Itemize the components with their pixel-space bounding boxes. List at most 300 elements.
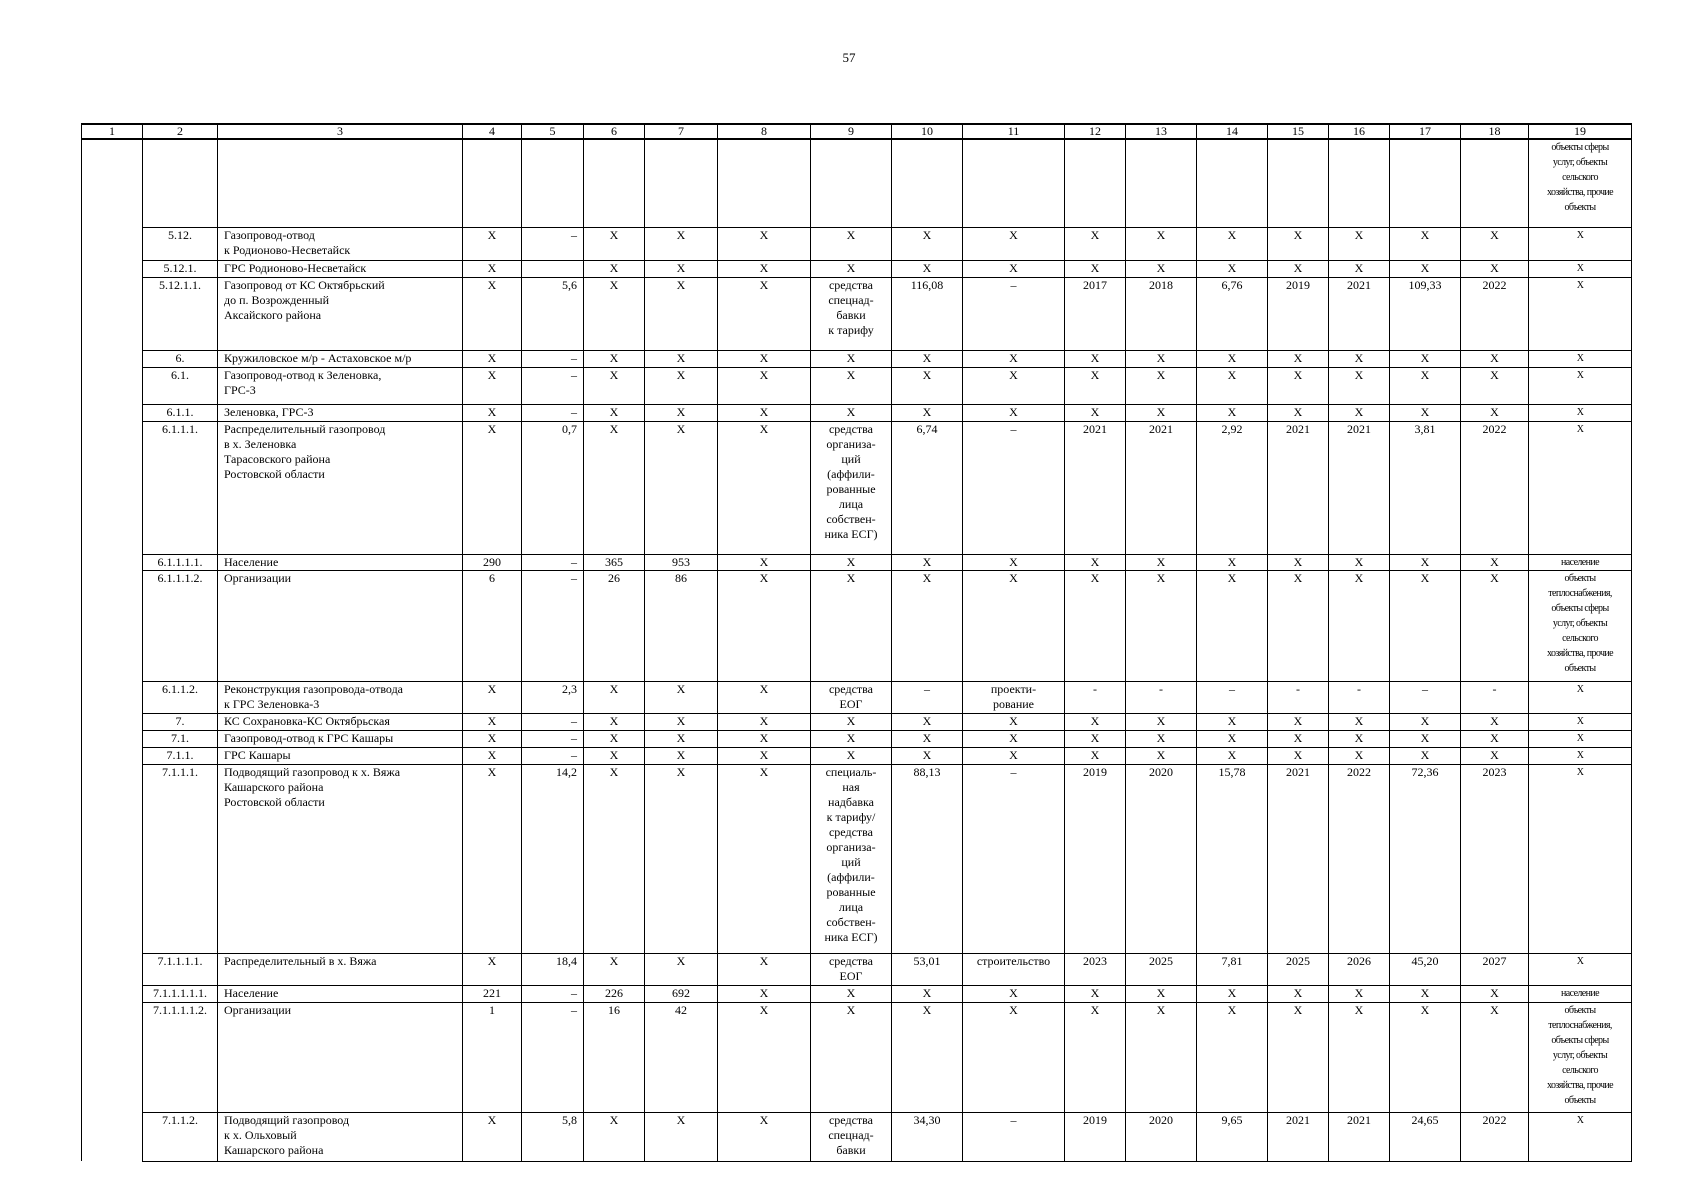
- table-cell: X: [1197, 570, 1268, 681]
- table-cell: X: [645, 953, 718, 985]
- table-cell: X: [584, 764, 645, 953]
- table-cell: X: [1065, 747, 1126, 764]
- table-cell: X: [584, 681, 645, 713]
- table-cell: –: [963, 764, 1065, 953]
- row-code: 7.1.: [143, 730, 218, 747]
- table-cell: –: [522, 554, 584, 570]
- table-cell: X: [463, 730, 522, 747]
- table-cell: 2020: [1126, 1112, 1197, 1161]
- object-name: КС Сохрановка-КС Октябрьская: [218, 713, 463, 730]
- table-cell: X: [718, 554, 811, 570]
- table-cell: -: [1461, 681, 1529, 713]
- table-cell: X: [463, 404, 522, 421]
- table-cell: X: [1461, 350, 1529, 367]
- object-name: Реконструкция газопровода-отвода к ГРС Зеленовка-3: [218, 681, 463, 713]
- table-cell: X: [963, 713, 1065, 730]
- object-name: Организации: [218, 1002, 463, 1112]
- table-cell: X: [892, 367, 963, 404]
- table-cell: X: [1126, 367, 1197, 404]
- table-cell: X: [1197, 367, 1268, 404]
- table-cell: X: [1268, 227, 1329, 260]
- table-cell: X: [892, 260, 963, 277]
- table-cell: X: [963, 1002, 1065, 1112]
- table-cell: X: [1065, 730, 1126, 747]
- table-cell: X: [645, 1112, 718, 1161]
- column-number: 2: [143, 124, 218, 139]
- table-cell: [892, 139, 963, 227]
- table-cell: -: [1268, 681, 1329, 713]
- table-cell: X: [584, 730, 645, 747]
- table-cell: X: [1390, 404, 1461, 421]
- table-cell: X: [463, 764, 522, 953]
- row-code: 7.1.1.2.: [143, 1112, 218, 1161]
- table-cell: X: [584, 350, 645, 367]
- table-cell: X: [963, 227, 1065, 260]
- column-number: 13: [1126, 124, 1197, 139]
- table-cell: 2025: [1268, 953, 1329, 985]
- table-cell: X: [811, 367, 892, 404]
- table-cell: –: [522, 570, 584, 681]
- object-name: Газопровод-отвод к Родионово-Несветайск: [218, 227, 463, 260]
- row-code: 5.12.: [143, 227, 218, 260]
- table-cell: 226: [584, 985, 645, 1002]
- table-cell: X: [963, 404, 1065, 421]
- table-cell: X: [463, 747, 522, 764]
- row-code: 6.1.1.1.1.: [143, 554, 218, 570]
- table-cell: X: [463, 350, 522, 367]
- table-cell: X: [963, 367, 1065, 404]
- table-cell: X: [1390, 1002, 1461, 1112]
- table-cell: X: [718, 730, 811, 747]
- table-cell: средства спецнад- бавки к тарифу: [811, 277, 892, 350]
- table-cell: X: [1529, 350, 1632, 367]
- table-cell: 2021: [1268, 421, 1329, 554]
- table-cell: 14,2: [522, 764, 584, 953]
- row-code: 5.12.1.: [143, 260, 218, 277]
- table-cell: X: [1529, 681, 1632, 713]
- column-number-row: [82, 124, 1632, 139]
- gas-pipeline-table: [81, 123, 1632, 1162]
- table-row: [82, 681, 1632, 713]
- table-cell: X: [1461, 713, 1529, 730]
- table-cell: 2022: [1329, 764, 1390, 953]
- table-cell: 290: [463, 554, 522, 570]
- table-cell: X: [1268, 747, 1329, 764]
- column-number: 6: [584, 124, 645, 139]
- row-code: 6.1.1.2.: [143, 681, 218, 713]
- table-cell: X: [1529, 1112, 1632, 1161]
- table-cell: X: [645, 404, 718, 421]
- column-number: 7: [645, 124, 718, 139]
- object-name: ГРС Родионово-Несветайск: [218, 260, 463, 277]
- row-code: 7.1.1.1.1.2.: [143, 1002, 218, 1112]
- table-cell: X: [1065, 260, 1126, 277]
- table-cell: X: [1197, 227, 1268, 260]
- table-cell: X: [1197, 747, 1268, 764]
- table-cell: X: [463, 1112, 522, 1161]
- table-cell: –: [963, 1112, 1065, 1161]
- table-cell: 2018: [1126, 277, 1197, 350]
- table-cell: X: [718, 713, 811, 730]
- table-cell: X: [718, 953, 811, 985]
- table-row: [82, 1112, 1632, 1161]
- table-cell: X: [811, 985, 892, 1002]
- table-row: [82, 747, 1632, 764]
- table-cell: [522, 139, 584, 227]
- table-cell: X: [1329, 713, 1390, 730]
- column-number: 19: [1529, 124, 1632, 139]
- table-cell: 6,76: [1197, 277, 1268, 350]
- table-cell: X: [645, 350, 718, 367]
- table-cell: X: [811, 350, 892, 367]
- row-code: 6.1.1.1.2.: [143, 570, 218, 681]
- table-cell: X: [584, 421, 645, 554]
- table-cell: X: [1329, 260, 1390, 277]
- table-cell: X: [1065, 554, 1126, 570]
- table-cell: [1268, 139, 1329, 227]
- table-cell: X: [1461, 570, 1529, 681]
- table-cell: –: [522, 730, 584, 747]
- row-code: 7.: [143, 713, 218, 730]
- table-row: [82, 350, 1632, 367]
- table-cell: X: [1126, 404, 1197, 421]
- column-number: 5: [522, 124, 584, 139]
- table-cell: X: [1390, 554, 1461, 570]
- table-cell: X: [1126, 747, 1197, 764]
- table-cell: 15,78: [1197, 764, 1268, 953]
- table-cell: X: [1529, 953, 1632, 985]
- object-name: Зеленовка, ГРС-3: [218, 404, 463, 421]
- table-cell: X: [1461, 747, 1529, 764]
- object-name: Кружиловское м/р - Астаховское м/р: [218, 350, 463, 367]
- object-name: Подводящий газопровод к х. Вяжа Кашарского района Ростовской области: [218, 764, 463, 953]
- row-code: 7.1.1.1.1.1.: [143, 985, 218, 1002]
- column-number: 3: [218, 124, 463, 139]
- table-cell: X: [463, 953, 522, 985]
- table-cell: X: [718, 747, 811, 764]
- table-row: [82, 260, 1632, 277]
- table-cell: 88,13: [892, 764, 963, 953]
- table-cell: 2022: [1461, 421, 1529, 554]
- table-cell: X: [1065, 367, 1126, 404]
- column-number: 17: [1390, 124, 1461, 139]
- table-cell: X: [811, 713, 892, 730]
- table-cell: X: [645, 421, 718, 554]
- table-cell: 2021: [1329, 277, 1390, 350]
- table-cell: [718, 139, 811, 227]
- table-cell: X: [718, 421, 811, 554]
- column-number: 4: [463, 124, 522, 139]
- table-cell: –: [522, 985, 584, 1002]
- table-cell: X: [811, 227, 892, 260]
- table-cell: 116,08: [892, 277, 963, 350]
- table-cell: объекты сферы услуг, объекты сельского хозяйства, прочие объекты: [1529, 139, 1632, 227]
- table-cell: –: [522, 227, 584, 260]
- table-cell: X: [1390, 985, 1461, 1002]
- table-cell: X: [1329, 227, 1390, 260]
- page-number: 57: [842, 50, 856, 65]
- table-cell: X: [645, 764, 718, 953]
- table-cell: X: [1268, 350, 1329, 367]
- table-cell: X: [1268, 260, 1329, 277]
- table-cell: X: [1268, 730, 1329, 747]
- table-cell: X: [811, 747, 892, 764]
- table-cell: –: [522, 367, 584, 404]
- table-cell: X: [811, 260, 892, 277]
- table-cell: X: [463, 277, 522, 350]
- table-cell: X: [892, 1002, 963, 1112]
- table-cell: X: [718, 260, 811, 277]
- table-cell: -: [1065, 681, 1126, 713]
- table-cell: строительство: [963, 953, 1065, 985]
- table-cell: X: [718, 985, 811, 1002]
- table-cell: X: [963, 985, 1065, 1002]
- table-cell: 2019: [1268, 277, 1329, 350]
- table-cell: [811, 139, 892, 227]
- table-cell: X: [1390, 713, 1461, 730]
- table-cell: X: [1529, 764, 1632, 953]
- table-cell: –: [1197, 681, 1268, 713]
- table-cell: X: [1126, 554, 1197, 570]
- table-cell: X: [1126, 570, 1197, 681]
- column-1-cell: [82, 139, 143, 1161]
- table-cell: 5,6: [522, 277, 584, 350]
- table-cell: X: [1390, 260, 1461, 277]
- table-cell: 2022: [1461, 1112, 1529, 1161]
- table-cell: X: [1390, 747, 1461, 764]
- table-cell: 221: [463, 985, 522, 1002]
- table-cell: X: [584, 260, 645, 277]
- table-cell: –: [522, 1002, 584, 1112]
- table-cell: X: [1461, 227, 1529, 260]
- table-cell: X: [1329, 1002, 1390, 1112]
- table-cell: X: [1268, 570, 1329, 681]
- column-number: 10: [892, 124, 963, 139]
- table-cell: X: [1529, 277, 1632, 350]
- table-cell: 2021: [1126, 421, 1197, 554]
- table-cell: 86: [645, 570, 718, 681]
- table-cell: X: [811, 1002, 892, 1112]
- table-cell: X: [892, 404, 963, 421]
- table-cell: X: [1126, 713, 1197, 730]
- table-cell: X: [1390, 227, 1461, 260]
- table-cell: X: [584, 713, 645, 730]
- table-row: [82, 227, 1632, 260]
- table-cell: -: [1126, 681, 1197, 713]
- table-cell: X: [1390, 730, 1461, 747]
- table-cell: [463, 139, 522, 227]
- table-cell: X: [1126, 350, 1197, 367]
- table-cell: [645, 139, 718, 227]
- column-number: 1: [82, 124, 143, 139]
- table-cell: X: [1126, 730, 1197, 747]
- table-cell: –: [1390, 681, 1461, 713]
- column-number: 9: [811, 124, 892, 139]
- table-cell: [963, 139, 1065, 227]
- table-cell: население: [1529, 985, 1632, 1002]
- column-number: 12: [1065, 124, 1126, 139]
- table-cell: X: [1197, 350, 1268, 367]
- table-cell: X: [1461, 1002, 1529, 1112]
- table-cell: X: [963, 350, 1065, 367]
- table-row: [82, 139, 1632, 227]
- row-code: [143, 139, 218, 227]
- table-cell: X: [718, 404, 811, 421]
- table-cell: проекти- рование: [963, 681, 1065, 713]
- table-cell: X: [1390, 350, 1461, 367]
- table-cell: 2022: [1461, 277, 1529, 350]
- object-name: Подводящий газопровод к х. Ольховый Кашарского района: [218, 1112, 463, 1161]
- table-cell: X: [1329, 985, 1390, 1002]
- table-cell: X: [584, 404, 645, 421]
- table-cell: X: [645, 713, 718, 730]
- object-name: [218, 139, 463, 227]
- table-cell: 2021: [1065, 421, 1126, 554]
- table-cell: X: [892, 985, 963, 1002]
- table-cell: X: [718, 367, 811, 404]
- row-code: 6.1.1.: [143, 404, 218, 421]
- table-cell: X: [892, 730, 963, 747]
- table-cell: 6: [463, 570, 522, 681]
- table-cell: 3,81: [1390, 421, 1461, 554]
- table-cell: объекты теплоснабжения, объекты сферы услуг, объекты сельского хозяйства, прочие объекты: [1529, 1002, 1632, 1112]
- table-cell: X: [645, 367, 718, 404]
- table-cell: X: [1329, 404, 1390, 421]
- table-cell: X: [645, 260, 718, 277]
- table-cell: X: [1529, 421, 1632, 554]
- table-row: [82, 1002, 1632, 1112]
- table-cell: 53,01: [892, 953, 963, 985]
- table-cell: X: [1126, 260, 1197, 277]
- table-cell: X: [1268, 367, 1329, 404]
- table-cell: X: [1065, 985, 1126, 1002]
- column-number: 18: [1461, 124, 1529, 139]
- table-cell: 2019: [1065, 1112, 1126, 1161]
- table-cell: X: [811, 554, 892, 570]
- table-cell: X: [645, 227, 718, 260]
- table-cell: X: [584, 1112, 645, 1161]
- object-name: Газопровод от КС Октябрьский до п. Возрожденный Аксайского района: [218, 277, 463, 350]
- table-cell: 2017: [1065, 277, 1126, 350]
- table-cell: X: [1065, 350, 1126, 367]
- table-cell: 5,8: [522, 1112, 584, 1161]
- table-cell: 45,20: [1390, 953, 1461, 985]
- table-cell: X: [1126, 1002, 1197, 1112]
- table-cell: X: [963, 570, 1065, 681]
- table-cell: средства ЕОГ: [811, 953, 892, 985]
- table-cell: X: [1197, 404, 1268, 421]
- table-cell: X: [1065, 404, 1126, 421]
- table-cell: X: [1529, 260, 1632, 277]
- table-cell: X: [1461, 985, 1529, 1002]
- table-cell: специаль- ная надбавка к тарифу/ средства организа- ций (аффили- рованные лица собствен- ника ЕСГ): [811, 764, 892, 953]
- object-name: Распределительный в х. Вяжа: [218, 953, 463, 985]
- table-cell: X: [892, 747, 963, 764]
- table-cell: X: [1126, 227, 1197, 260]
- table-cell: X: [1268, 985, 1329, 1002]
- table-cell: X: [1529, 730, 1632, 747]
- table-cell: X: [718, 350, 811, 367]
- column-number: 8: [718, 124, 811, 139]
- table-cell: средства организа- ций (аффили- рованные лица собствен- ника ЕСГ): [811, 421, 892, 554]
- table-cell: X: [463, 713, 522, 730]
- table-cell: X: [1329, 554, 1390, 570]
- table-cell: X: [811, 730, 892, 747]
- table-cell: X: [463, 421, 522, 554]
- table-cell: 2026: [1329, 953, 1390, 985]
- table-cell: 2021: [1329, 1112, 1390, 1161]
- table-cell: 2025: [1126, 953, 1197, 985]
- table-cell: [1390, 139, 1461, 227]
- table-cell: X: [1268, 554, 1329, 570]
- table-cell: 34,30: [892, 1112, 963, 1161]
- table-cell: [1126, 139, 1197, 227]
- table-row: [82, 764, 1632, 953]
- table-cell: средства спецнад- бавки: [811, 1112, 892, 1161]
- table-cell: 953: [645, 554, 718, 570]
- table-cell: X: [1065, 227, 1126, 260]
- table-cell: X: [645, 730, 718, 747]
- table-cell: объекты теплоснабжения, объекты сферы услуг, объекты сельского хозяйства, прочие объекты: [1529, 570, 1632, 681]
- table-cell: 9,65: [1197, 1112, 1268, 1161]
- table-cell: 2023: [1461, 764, 1529, 953]
- table-cell: X: [1197, 713, 1268, 730]
- table-cell: [1329, 139, 1390, 227]
- table-cell: 109,33: [1390, 277, 1461, 350]
- table-cell: X: [718, 1002, 811, 1112]
- row-code: 6.: [143, 350, 218, 367]
- table-cell: X: [1065, 713, 1126, 730]
- table-cell: X: [963, 747, 1065, 764]
- table-cell: X: [1529, 367, 1632, 404]
- row-code: 6.1.: [143, 367, 218, 404]
- table-cell: 26: [584, 570, 645, 681]
- table-cell: X: [584, 747, 645, 764]
- table-cell: X: [463, 367, 522, 404]
- table-cell: 2027: [1461, 953, 1529, 985]
- table-cell: [584, 139, 645, 227]
- table-cell: X: [718, 277, 811, 350]
- table-cell: 72,36: [1390, 764, 1461, 953]
- table-cell: X: [811, 570, 892, 681]
- column-number: 15: [1268, 124, 1329, 139]
- table-cell: население: [1529, 554, 1632, 570]
- object-name: Газопровод-отвод к Зеленовка, ГРС-3: [218, 367, 463, 404]
- table-row: [82, 554, 1632, 570]
- table-cell: X: [718, 227, 811, 260]
- table-cell: 2020: [1126, 764, 1197, 953]
- table-cell: X: [718, 1112, 811, 1161]
- table-cell: X: [811, 404, 892, 421]
- object-name: Население: [218, 554, 463, 570]
- table-cell: X: [1268, 713, 1329, 730]
- table-cell: 6,74: [892, 421, 963, 554]
- table-cell: X: [1126, 985, 1197, 1002]
- table-row: [82, 277, 1632, 350]
- object-name: Газопровод-отвод к ГРС Кашары: [218, 730, 463, 747]
- table-cell: 16: [584, 1002, 645, 1112]
- table-cell: [1065, 139, 1126, 227]
- table-cell: X: [463, 681, 522, 713]
- table-cell: X: [963, 730, 1065, 747]
- table-cell: X: [1197, 554, 1268, 570]
- table-cell: X: [1529, 404, 1632, 421]
- table-cell: –: [963, 277, 1065, 350]
- table-cell: X: [1329, 747, 1390, 764]
- table-cell: X: [1268, 404, 1329, 421]
- row-code: 5.12.1.1.: [143, 277, 218, 350]
- row-code: 7.1.1.1.: [143, 764, 218, 953]
